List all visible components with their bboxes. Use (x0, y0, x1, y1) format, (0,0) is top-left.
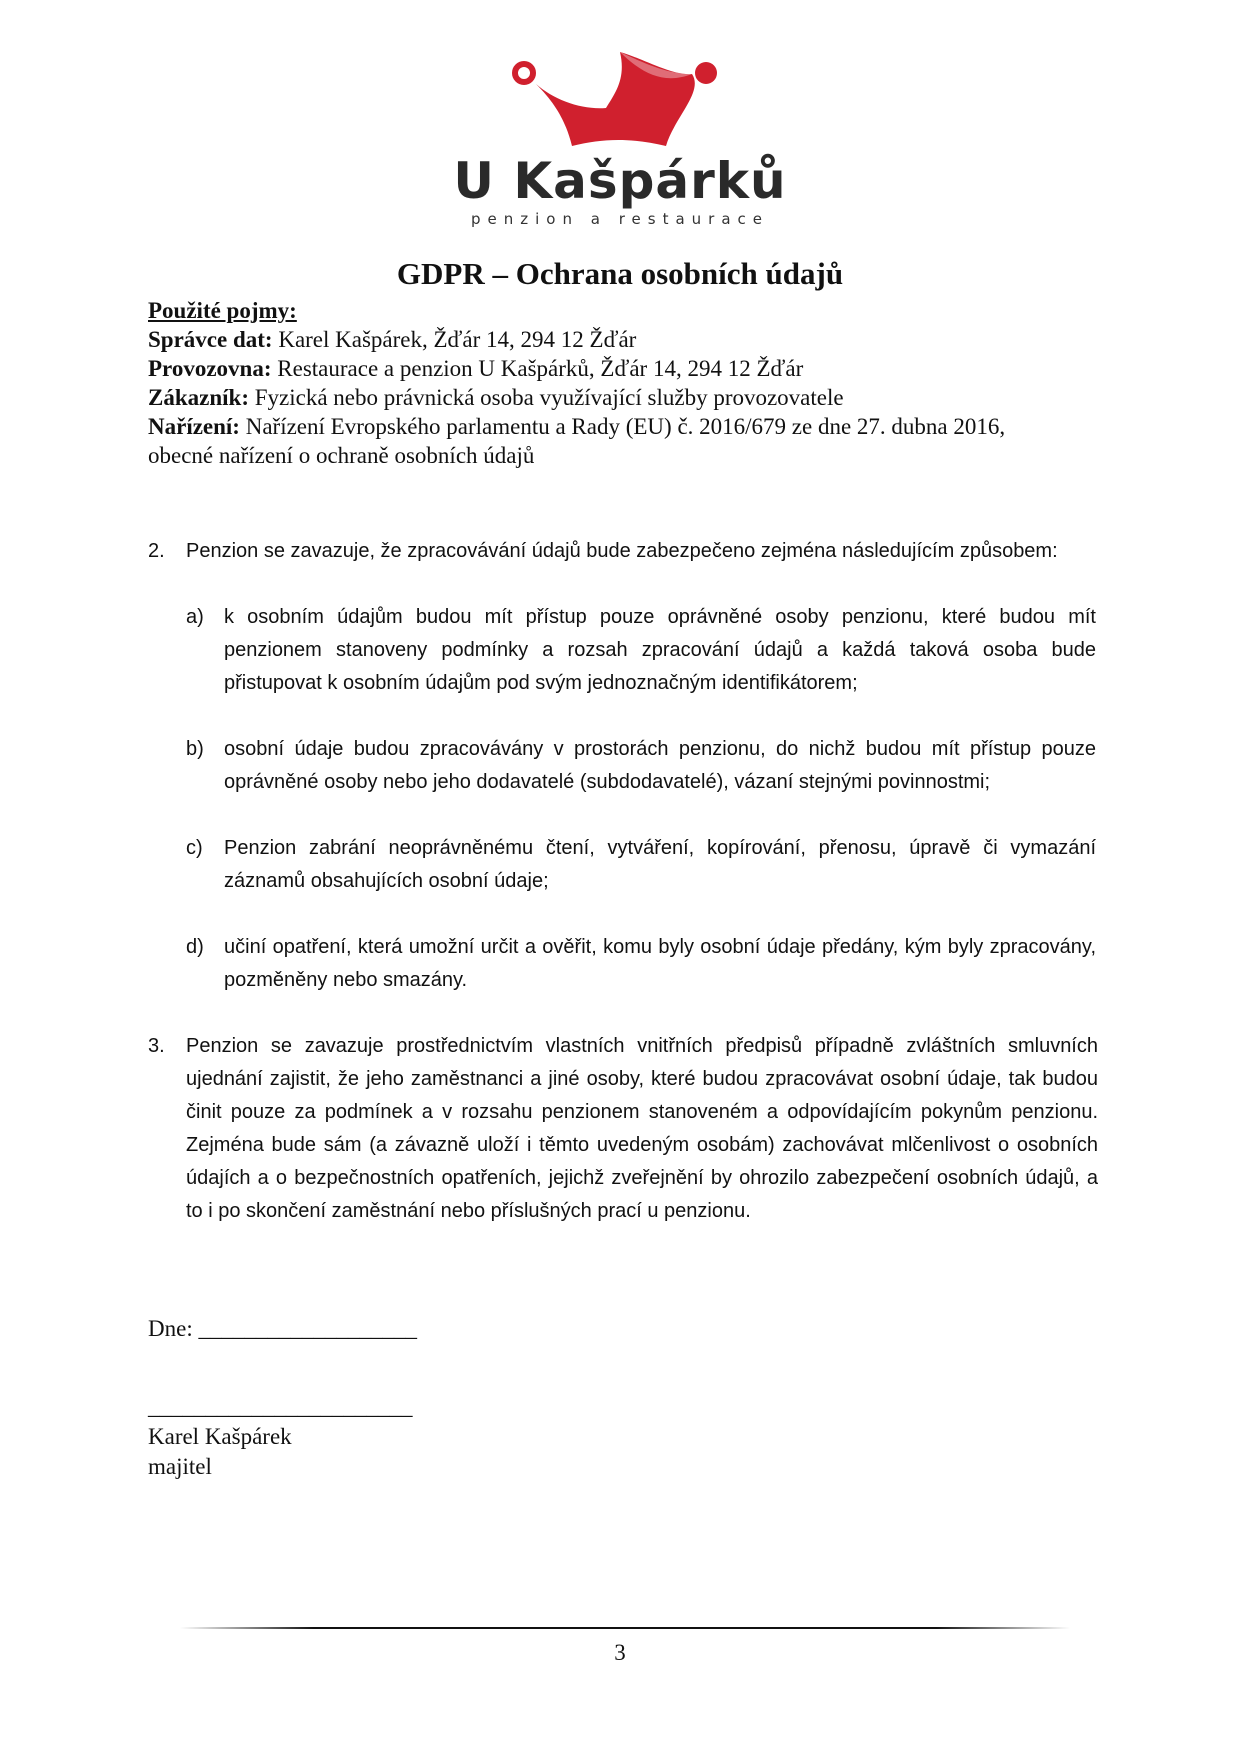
subitem-text: Penzion zabrání neoprávněnému čtení, vytváření, kopírování, přenosu, úpravě či vymazání záznamů obsahujících osobní údaje; (224, 837, 1096, 892)
term-label: Nařízení: (148, 414, 240, 439)
signer-role: majitel (148, 1454, 212, 1479)
signature-blank: _______________________ (148, 1394, 413, 1419)
subitem-text: učiní opatření, která umožní určit a ověřit, komu byly osobní údaje předány, kým byly zpracovány, pozměněny nebo smazány. (224, 936, 1096, 991)
footer-divider (180, 1627, 1070, 1629)
date-label: Dne: (148, 1316, 193, 1341)
term-line (148, 383, 1108, 412)
logo-name: U Kašpárků (453, 152, 787, 210)
date-line (148, 1314, 417, 1344)
subitem-number: b) (186, 738, 204, 760)
subitem-number: a) (186, 606, 204, 628)
term-value: Karel Kašpárek, Žďár 14, 294 12 Žďár (278, 327, 637, 352)
section-text: Penzion se zavazuje, že zpracovávání údajů bude zabezpečeno zejména následujícím způsobem: (186, 540, 1058, 562)
section-2 (148, 535, 1098, 568)
section-text: Penzion se zavazuje prostřednictvím vlastních vnitřních předpisů případně zvláštních smluvních ujednání zajistit, že jeho zaměstnanci a jiné osoby, které budou zpracovávat osobní údaje, tak budou činit pouze za podmínek a v rozsahu penzionem stanoveném a odpovídajícím pokynům penzionu. Zejména bude sám (a závazně uloží i těmto uvedeným osobám) zachovávat mlčenlivost o osobních údajích a o bezpečnostních opatřeních, jejichž zveřejnění by ohrozilo zabezpečení osobních údajů, a to i po skončení zaměstnání nebo příslušných prací u penzionu. (186, 1035, 1098, 1222)
subitem-b (186, 733, 1096, 799)
signer-name: Karel Kašpárek (148, 1424, 292, 1449)
section-3 (148, 1030, 1098, 1228)
subitem-number: c) (186, 837, 203, 859)
subitem-text: k osobním údajům budou mít přístup pouze oprávněné osoby penzionu, které budou mít penzionem stanoveny podmínky a rozsah zpracování údajů a každá taková osoba bude přistupovat k osobním údajům pod svým jednoznačným identifikátorem; (224, 606, 1096, 694)
term-value: Nařízení Evropského parlamentu a Rady (EU) č. 2016/679 ze dne 27. dubna 2016, (245, 414, 1006, 439)
subitem-d (186, 931, 1096, 997)
term-line (148, 412, 1108, 441)
term-label: Zákazník: (148, 385, 249, 410)
term-label: Provozovna: (148, 356, 272, 381)
term-line (148, 354, 1108, 383)
date-blank: ___________________ (198, 1316, 417, 1341)
term-continuation: obecné nařízení o ochraně osobních údajů (148, 443, 535, 468)
subitem-text: osobní údaje budou zpracovávány v prostorách penzionu, do nichž budou mít přístup pouze oprávněné osoby nebo jeho dodavatelé (subdodavatelé), vázaní stejnými povinnostmi; (224, 738, 1096, 793)
term-value: Fyzická nebo právnická osoba využívající služby provozovatele (254, 385, 844, 410)
logo (440, 48, 800, 238)
signature-block (148, 1392, 413, 1482)
subitem-number: d) (186, 936, 204, 958)
term-line (148, 325, 1108, 354)
jester-hat-icon (504, 48, 736, 158)
terms-block (148, 296, 1108, 470)
term-value: Restaurace a penzion U Kašpárků, Žďár 14, 294 12 Žďár (277, 356, 804, 381)
subitem-a (186, 601, 1096, 700)
subitem-c (186, 832, 1096, 898)
page-number: 3 (614, 1640, 626, 1665)
terms-heading: Použité pojmy: (148, 298, 297, 323)
section-number: 2. (148, 540, 165, 562)
logo-tagline: penzion a restaurace (470, 210, 769, 228)
term-label: Správce dat: (148, 327, 273, 352)
section-number: 3. (148, 1035, 165, 1057)
page-title: GDPR – Ochrana osobních údajů (396, 256, 844, 291)
